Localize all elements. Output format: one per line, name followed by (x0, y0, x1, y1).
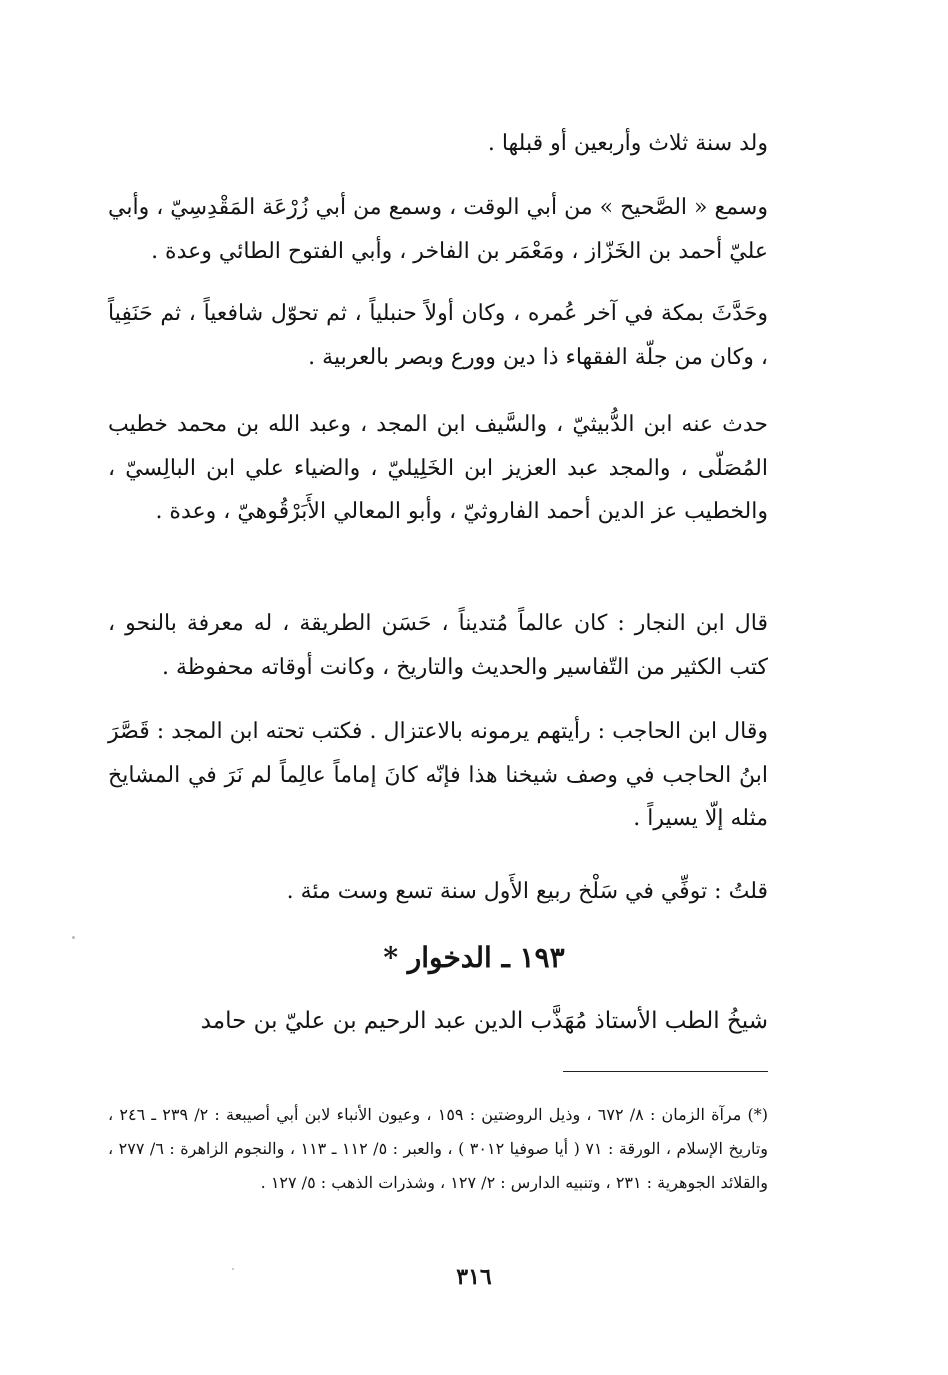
entry-first-line: شيخُ الطب الأستاذ مُهَذَّب الدين عبد الرحيم بن عليّ بن حامد (200, 1008, 768, 1034)
footnote: (*) مرآة الزمان : ٨/ ٦٧٢ ، وذيل الروضتين : ١٥٩ ، وعيون الأنباء لابن أبي أصيبعة : ٢/ ٢٣٩ ـ ٢٤٦ ، وتاريخ الإسلام ، الورقة : ٧١ ( أيا صوفيا ٣٠١٢ ) ، والعبر : ٥/ ١١٢ ـ ١١٣ ، والنجوم الزاهرة : ٦/ ٢٧٧ ، والقلائد الجوهرية : ٢٣١ ، وتنبيه الدارس : ٢/ ١٢٧ ، وشذرات الذهب : ٥/ ١٢٧ . (108, 1105, 769, 1192)
paragraph-narration: وحَدَّثَ بمكة في آخر عُمره ، وكان أولاً حنبلياً ، ثم تحوّل شافعياً ، ثم حَنَفِياً ، وكان من جلّة الفقهاء ذا دين وورع وبصر بالعربية . (108, 301, 768, 370)
page-number: ٣١٦ (456, 1264, 492, 1290)
footnote-separator (563, 1071, 768, 1072)
scan-speck (72, 936, 75, 939)
paragraph-hearing: وسمع « الصَّحيح » من أبي الوقت ، وسمع من أبي زُرْعَة المَقْدِسِيّ ، وأبي عليّ أحمد بن الخَزّاز ، ومَعْمَر بن الفاخر ، وأبي الفتوح الطائي وعدة . (108, 195, 768, 264)
entry-heading: ١٩٣ ـ الدخوار * (383, 941, 565, 974)
paragraph-death: قلتُ : توفِّي في سَلْخ ربيع الأَول سنة تسع وست مئة . (286, 879, 768, 904)
scan-speck (232, 1268, 234, 1270)
paragraph-ibn-najjar: قال ابن النجار : كان عالماً مُتديناً ، حَسَن الطريقة ، له معرفة بالنحو ، كتب الكثير من التّفاسير والحديث والتاريخ ، وكانت أوقاته محفوظة . (108, 611, 768, 680)
paragraph-students: حدث عنه ابن الدُّبيثيّ ، والسَّيف ابن المجد ، وعبد الله بن محمد خطيب المُصَلّى ، والمجد عبد العزيز ابن الخَلِيليّ ، والضياء علي ابن البالِسيّ ، والخطيب عز الدين أحمد الفاروثيّ ، وأبو المعالي الأَبَرْقُوهيّ ، وعدة . (108, 412, 768, 524)
paragraph-birth: ولد سنة ثلاث وأربعين أو قبلها . (487, 131, 768, 156)
paragraph-ibn-hajib: وقال ابن الحاجب : رأيتهم يرمونه بالاعتزال . فكتب تحته ابن المجد : قَصَّرَ ابنُ الحاجب في وصف شيخنا هذا فإنّه كانَ إماماً عالِماً لم نَرَ في المشايخ مثله إلّا يسيراً . (108, 719, 768, 831)
